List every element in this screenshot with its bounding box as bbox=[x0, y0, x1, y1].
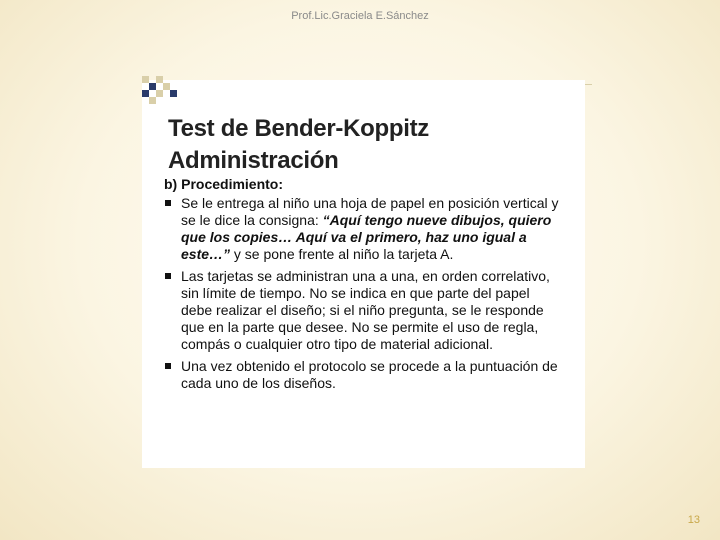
author-header: Prof.Lic.Graciela E.Sánchez bbox=[291, 10, 429, 22]
decorative-squares-icon bbox=[142, 76, 178, 106]
bullet-emphasis: “Aquí tengo nueve dibujos, quiero que los copies… Aquí va el primero, haz uno igual a este…” bbox=[181, 212, 552, 262]
bullet-text: Una vez obtenido el protocolo se procede a la puntuación de cada uno de los diseños. bbox=[181, 358, 558, 391]
title-line-2: Administración bbox=[168, 147, 339, 174]
bullet-text: Las tarjetas se administran una a una, en orden correlativo, sin límite de tiempo. No se indica en que parte del papel debe realizar el diseño; si el niño pregunta, se le responde que en la parte que desee. No se permite el uso de regla, compás o cualquier otro tipo de material adicional. bbox=[181, 268, 550, 352]
square-bullet-icon bbox=[165, 363, 171, 369]
square-bullet-icon bbox=[165, 200, 171, 206]
page-number: 13 bbox=[687, 514, 700, 526]
bullet-list bbox=[164, 195, 564, 397]
square-bullet-icon bbox=[165, 273, 171, 279]
section-heading: b) Procedimiento: bbox=[164, 176, 284, 192]
bullet-text-end: y se pone frente al niño la tarjeta A. bbox=[230, 246, 454, 262]
list-item bbox=[164, 268, 564, 353]
list-item bbox=[164, 195, 564, 263]
title-line-1: Test de Bender-Koppitz bbox=[168, 115, 429, 142]
bullet-text: Se le entrega al niño una hoja de papel en posición vertical y se le dice la consigna: bbox=[181, 195, 559, 228]
slide-title bbox=[168, 113, 429, 177]
list-item bbox=[164, 358, 564, 392]
